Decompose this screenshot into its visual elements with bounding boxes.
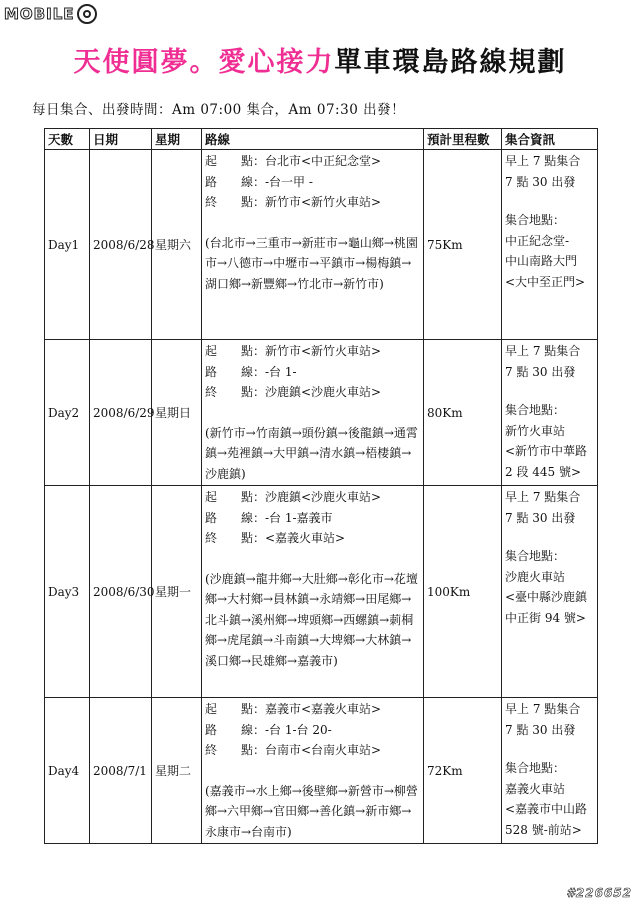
day-cell: Day3 [45, 486, 90, 698]
header-weekday: 星期 [152, 129, 202, 150]
day-cell: Day2 [45, 340, 90, 486]
route-cell [202, 486, 424, 698]
meeting-place-line: 嘉義火車站 [505, 781, 566, 796]
meeting-place-line: 集合地點： [505, 549, 566, 563]
route-cell [202, 150, 424, 340]
meeting-place-line: 集合地點： [505, 403, 566, 417]
meeting-cell [502, 150, 598, 340]
route-line: 路 線：-台 1-嘉義市 [205, 510, 333, 525]
distance-cell: 80Km [424, 340, 502, 486]
header-day: 天數 [45, 129, 90, 150]
route-path: (嘉義市→水上鄉→後壁鄉→新營市→柳營鄉→六甲鄉→官田鄉→善化鎮→新市鄉→永康市→台南市) [205, 783, 418, 839]
route-line: 路 線：-台 1- [205, 364, 297, 379]
header-meeting: 集合資訊 [502, 129, 598, 150]
table-header-row [45, 129, 598, 150]
meeting-time-line: 早上 7 點集合 [505, 702, 581, 716]
meeting-time-line: 早上 7 點集合 [505, 490, 581, 504]
weekday-cell: 星期二 [152, 698, 202, 844]
header-distance: 預計里程數 [424, 129, 502, 150]
route-line: 終 點：<嘉義火車站> [205, 531, 346, 545]
weekday-cell: 星期日 [152, 340, 202, 486]
table-row [45, 486, 598, 698]
logo-ring-icon [77, 4, 97, 24]
meeting-cell [502, 486, 598, 698]
route-cell [202, 698, 424, 844]
meeting-time-line: 7 點 30 出發 [505, 174, 576, 189]
meeting-place-line: 集合地點： [505, 761, 566, 775]
route-line: 路 線：-台一甲 - [205, 174, 313, 189]
route-path: (新竹市→竹南鎮→頭份鎮→後龍鎮→通霄鎮→苑裡鎮→大甲鎮→清水鎮→梧棲鎮→沙鹿鎮) [205, 425, 418, 481]
meeting-place-line: 中山南路大門 [505, 254, 578, 268]
meeting-place-line: 528 號-前站> [505, 822, 582, 837]
date-cell: 2008/6/28 [90, 150, 152, 340]
weekday-cell: 星期六 [152, 150, 202, 340]
meeting-time-line: 7 點 30 出發 [505, 722, 576, 737]
meeting-place-line: 2 段 445 號> [505, 464, 582, 479]
route-line: 終 點：台南市<台南火車站> [205, 743, 382, 757]
title-part-black: 單車環島路線規劃 [334, 47, 567, 78]
logo-text: MOBILE [4, 5, 75, 23]
image-watermark: #226652 [566, 886, 632, 900]
page-title [0, 40, 640, 79]
table-row [45, 150, 598, 340]
route-path: (沙鹿鎮→龍井鄉→大肚鄉→彰化市→花壇鄉→大村鄉→員林鎮→永靖鄉→田尾鄉→北斗鎮→溪州鄉→埤頭鄉→西螺鎮→莿桐鄉→虎尾鎮→斗南鎮→大埤鄉→大林鎮→溪口鄉→民雄鄉→嘉義市) [205, 571, 418, 668]
distance-cell: 100Km [424, 486, 502, 698]
date-cell: 2008/6/29 [90, 340, 152, 486]
date-cell: 2008/7/1 [90, 698, 152, 844]
day-cell: Day1 [45, 150, 90, 340]
meeting-place-line: <大中至正門> [505, 274, 586, 289]
meeting-cell [502, 698, 598, 844]
meeting-time-line: 早上 7 點集合 [505, 154, 581, 168]
route-cell [202, 340, 424, 486]
header-date: 日期 [90, 129, 152, 150]
distance-cell: 75Km [424, 150, 502, 340]
meeting-time-line: 7 點 30 出發 [505, 364, 576, 379]
table-row [45, 340, 598, 486]
route-plan-table [44, 128, 598, 844]
meeting-cell [502, 340, 598, 486]
meeting-place-line: 沙鹿火車站 [505, 569, 566, 584]
meeting-place-line: <新竹市中華路 [505, 444, 588, 458]
meeting-place-line: 中正街 94 號> [505, 610, 586, 625]
date-cell: 2008/6/30 [90, 486, 152, 698]
meeting-place-line: <嘉義市中山路 [505, 802, 588, 816]
mobile01-logo [4, 4, 97, 24]
day-cell: Day4 [45, 698, 90, 844]
route-path: (台北市→三重市→新莊市→龜山鄉→桃園市→八德市→中壢市→平鎮市→楊梅鎮→湖口鄉→新豐鄉→竹北市→新竹市) [205, 235, 418, 291]
meeting-time-note: 每日集合、出發時間：Am 07:00 集合，Am 07:30 出發！ [32, 102, 406, 118]
meeting-place-line: 新竹火車站 [505, 423, 566, 438]
table-row [45, 698, 598, 844]
weekday-cell: 星期一 [152, 486, 202, 698]
meeting-place-line: <臺中縣沙鹿鎮 [505, 590, 588, 604]
distance-cell: 72Km [424, 698, 502, 844]
route-line: 終 點：沙鹿鎮<沙鹿火車站> [205, 385, 382, 399]
route-line: 路 線：-台 1-台 20- [205, 722, 332, 737]
meeting-place-line: 中正紀念堂- [505, 233, 570, 248]
meeting-time-line: 早上 7 點集合 [505, 344, 581, 358]
route-line: 起 點：嘉義市<嘉義火車站> [205, 702, 382, 716]
route-line: 起 點：台北市<中正紀念堂> [205, 154, 382, 168]
route-line: 起 點：新竹市<新竹火車站> [205, 344, 382, 358]
title-part-pink: 天使圓夢。愛心接力 [73, 47, 335, 78]
meeting-place-line: 集合地點： [505, 213, 566, 227]
route-line: 起 點：沙鹿鎮<沙鹿火車站> [205, 490, 382, 504]
meeting-time-line: 7 點 30 出發 [505, 510, 576, 525]
route-line: 終 點：新竹市<新竹火車站> [205, 195, 382, 209]
header-route: 路線 [202, 129, 424, 150]
